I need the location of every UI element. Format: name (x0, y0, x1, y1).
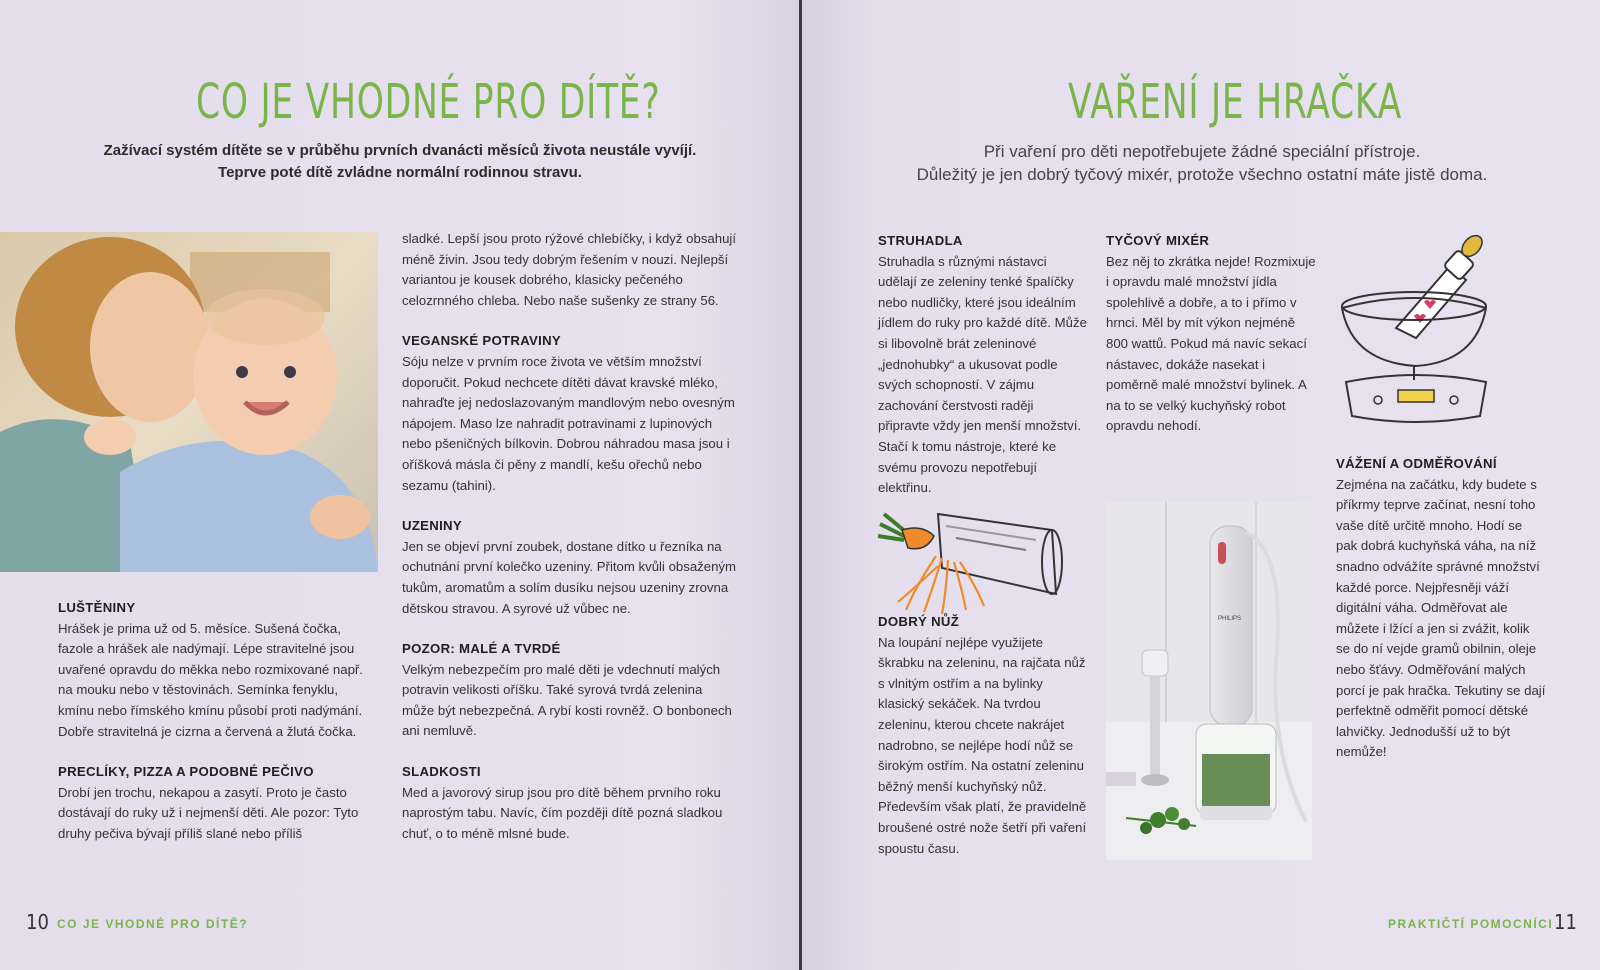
left-col2-text-4: Med a javorový sirup jsou pro dítě během prvního roku naprostým tabu. Navíc, čím později dítě pozná sladkou chuť, o to méně mlsné bude. (402, 784, 723, 841)
left-col2-text-2: Jen se objeví první zoubek, dostane dítko u řezníka na ochutnání první kolečko uzeniny. Přitom kvůli obsaženým tukům, aromatům a solím dusíku nejsou uzeniny zrovna dětskou stravou. A syrové už vůbec ne. (402, 538, 737, 616)
grater-illustration (876, 506, 1076, 616)
right-col1-heading-1: STRUHADLA (878, 233, 963, 248)
right-col1-heading-2: DOBRÝ NŮŽ (878, 614, 960, 629)
left-col1-text-2: Drobí jen trochu, nekapou a zasytí. Proto je často dostávají do ruky už i nejmenší děti. Ale pozor: Tyto druhy pečiva bývají příliš slané nebo příliš (58, 784, 359, 841)
right-col1-b (878, 612, 1088, 879)
left-col1-heading-1: LUŠTĚNINY (58, 600, 136, 615)
left-col1-heading-2: PRECLÍKY, PIZZA A PODOBNÉ PEČIVO (58, 764, 314, 780)
left-col1 (58, 598, 376, 865)
left-page-title: CO JE VHODNÉ PRO DÍTĚ? (196, 74, 661, 130)
right-col2-text-1: Bez něj to zkrátka nejde! Rozmixuje i opravdu malé množství jídla spolehlivě a dobře, a to i přímo v hrnci. Měl by mít výkon nejméně 800 wattů. Pokud má navíc sekací nástavec, dokáže nasekat i poměrně malé množství bylinek. A na to se velký kuchyňský robot opravdu nehodí. (1106, 253, 1316, 434)
left-col2-text-1: Sóju nelze v prvním roce života ve větším množství doporučit. Pokud nechcete dítěti dávat kravské mléko, nahraďte jej nedoslazovaným mandlovým nebo ovesným nápojem. Maso lze nahradit potravinami z lupinových nebo pšeničných bílkovin. Dobrou náhradou masa jsou i oříšková másla či pěny z mandlí, kešu ořechů nebo sezamu (tahini). (402, 353, 735, 493)
right-page-number: 11 (1554, 910, 1577, 934)
left-col2-heading-2: UZENINY (402, 518, 462, 534)
right-col3-text-1: Zejména na začátku, kdy budete s příkrmy teprve začínat, nesní toho vaše dítě určitě mnoho. Hodí se pak dobrá kuchyňská váha, na níž snadno odvážíte správné množství každé porce. Nejpřesněji váží digitální váha. Odměřovat ale můžete i lžící a jen si zvážit, kolik se do ní vejde gramů obilnin, oleje nebo šťávy. Odměřování malých porcí je pak hračka. Tekutiny se dají perfektně odměřit pomocí dětské lahvičky. Jednodušší už to být nemůže! (1336, 476, 1546, 760)
left-col2-heading-3: POZOR: MALÉ A TVRDÉ (402, 641, 561, 657)
right-col2-heading-1: TYČOVÝ MIXÉR (1106, 233, 1210, 248)
left-intro-line1: Zažívací systém dítěte se v průběhu prvních dvanácti měsíců života neustále vyvíjí. (103, 142, 697, 159)
left-col2-heading-4: SLADKOSTI (402, 764, 481, 780)
blender-brand-label: PHILIPS (1218, 616, 1242, 622)
right-page-title: VAŘENÍ JE HRAČKA (1068, 74, 1402, 130)
right-page (802, 0, 1600, 970)
right-col1-text-2: Na loupání nejlépe využijete škrabku na zeleninu, na rajčata nůž s vlnitým ostřím a na bylinky klasický sekáček. Na tvrdou zeleninu, kterou chcete nakrájet nadrobno, se nejlépe hodí nůž se širokým ostřím. Na ostatní zeleninu běžný menší kuchyňský nůž. Především však platí, že pravidelně broušené ostré nože šetří při vaření spoustu času. (878, 634, 1087, 856)
right-col1-text-1: Struhadla s různými nástavci udělají ze zeleniny tenké špalíčky nebo nudličky, které jsou ideálním jídlem do ruky pro každé dítě. Může si libovolně brát zeleninové „jednohubky“ a ukusovat podle svých schopností. V zájmu zachování čerstvosti raději připravte vždy jen menší množství. Stačí k tomu nástroje, které ke svému provozu nepotřebují elektřinu. (878, 253, 1087, 496)
left-col2-heading-1: VEGANSKÉ POTRAVINY (402, 333, 562, 349)
mother-baby-photo (0, 232, 378, 572)
left-footer-label: CO JE VHODNÉ PRO DÍTĚ? (57, 917, 249, 931)
left-col2-text-3: Velkým nebezpečím pro malé děti je vdechnutí malých potravin velikosti oříšku. Také syrová tvrdá zelenina může být nebezpečná. A rybí kosti rovněž. O bonbonech ani nemluvě. (402, 661, 732, 739)
left-col2 (402, 229, 738, 864)
right-intro-line1: Při vaření pro děti nepotřebujete žádné speciální přístroje. (983, 142, 1421, 161)
right-intro-line2: Důležitý je jen dobrý tyčový mixér, protože všechno ostatní máte jistě doma. (916, 165, 1488, 184)
right-footer-label: PRAKTIČTÍ POMOCNÍCI (1388, 917, 1554, 931)
left-col2-intro: sladké. Lepší jsou proto rýžové chlebíčky, i když obsahují méně živin. Jsou tedy dobrým řešením v nouzi. Nejlepší variantou je kousek dobrého, klasicky pečeného celozrnného chleba. Nebo naše sušenky ze strany 56. (402, 231, 737, 308)
kitchen-scale-illustration (1336, 232, 1496, 424)
right-col1-a (878, 231, 1088, 519)
right-page-intro (842, 140, 1562, 186)
left-page-number: 10 (26, 910, 49, 934)
right-col3 (1336, 454, 1546, 783)
hand-blender-photo (1106, 502, 1312, 860)
right-col2 (1106, 231, 1316, 457)
left-page-intro (40, 140, 760, 184)
left-intro-line2: Teprve poté dítě zvládne normální rodinnou stravu. (218, 164, 582, 181)
left-col1-text-1: Hrášek je prima už od 5. měsíce. Sušená čočka, fazole a hrášek ale nadýmají. Lépe stravitelné jsou uvařené opravdu do měkka nebo rozmixované např. na mouku nebo v těstovinách. Semínka fenyklu, kmínu nebo římského kmínu působí proti nadýmání. Dobře stravitelná je cizrna a červená a žlutá čočka. (58, 620, 363, 739)
right-col3-heading-1: VÁŽENÍ A ODMĚŘOVÁNÍ (1336, 456, 1497, 471)
